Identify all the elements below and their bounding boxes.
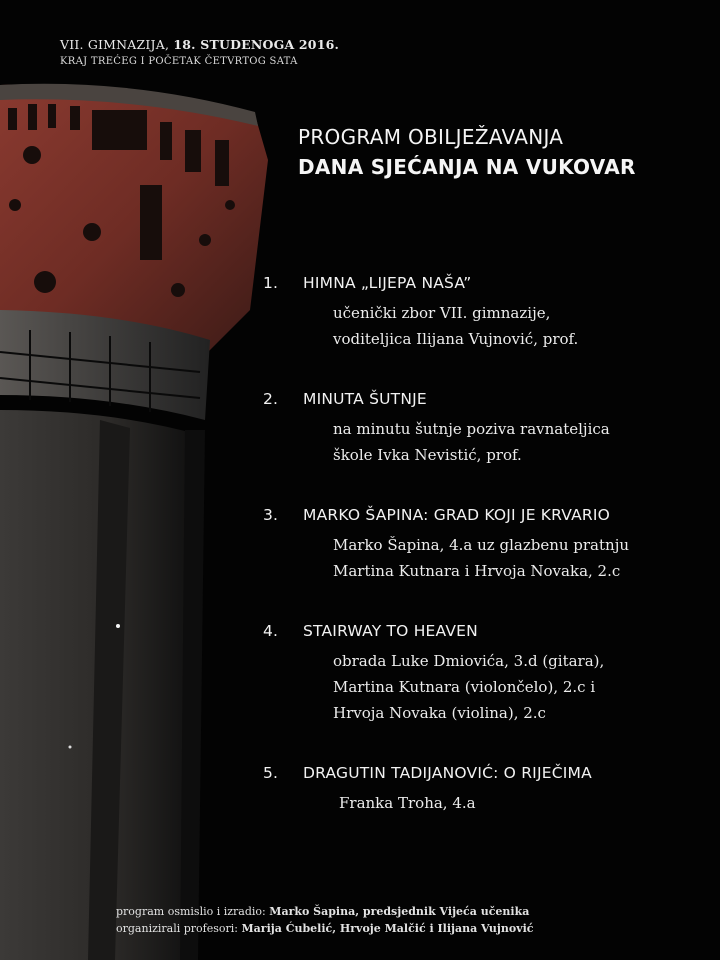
- description-line: na minutu šutnje poziva ravnateljica: [333, 420, 610, 438]
- title-line-1: PROGRAM OBILJEŽAVANJA: [298, 125, 564, 149]
- item-description: [339, 790, 713, 816]
- program-title: [298, 125, 636, 179]
- description-line: Hrvoja Novaka (violina), 2.c: [333, 704, 546, 722]
- item-title: DRAGUTIN TADIJANOVIĆ: O RIJEČIMA: [303, 764, 592, 782]
- description-line: voditeljica Ilijana Vujnović, prof.: [333, 330, 579, 348]
- credits-author-label: program osmislio i izradio:: [116, 905, 266, 918]
- item-description: [333, 532, 713, 584]
- event-time: KRAJ TREĆEG I POČETAK ČETVRTOG SATA: [60, 56, 298, 67]
- program-item-3: [263, 506, 713, 584]
- school-name: VII. GIMNAZIJA,: [60, 37, 170, 52]
- item-number: 5.: [263, 764, 279, 782]
- title-line-2: DANA SJEĆANJA NA VUKOVAR: [298, 155, 636, 179]
- program-item-5: [263, 764, 713, 816]
- item-title: STAIRWAY TO HEAVEN: [303, 622, 478, 640]
- description-line: učenički zbor VII. gimnazije,: [333, 304, 551, 322]
- item-number: 1.: [263, 274, 279, 292]
- item-title: MINUTA ŠUTNJE: [303, 390, 427, 408]
- item-number: 2.: [263, 390, 279, 408]
- event-header: [60, 37, 339, 67]
- item-title: HIMNA „LIJEPA NAŠA”: [303, 274, 472, 292]
- credits: [116, 903, 533, 937]
- credits-author: [116, 903, 533, 920]
- school-date-line: [60, 37, 339, 52]
- credits-organizers-label: organizirali profesori:: [116, 922, 238, 935]
- credits-author-value: Marko Šapina, predsjednik Vijeća učenika: [269, 905, 530, 918]
- description-line: Martina Kutnara (violončelo), 2.c i: [333, 678, 596, 696]
- description-line: obrada Luke Dmiovića, 3.d (gitara),: [333, 652, 605, 670]
- item-number: 3.: [263, 506, 279, 524]
- program-item-1: [263, 274, 713, 352]
- description-line: škole Ivka Nevistić, prof.: [333, 446, 522, 464]
- event-date: 18. STUDENOGA 2016.: [173, 37, 340, 52]
- description-line: Franka Troha, 4.a: [339, 794, 476, 812]
- program-item-2: [263, 390, 713, 468]
- item-number: 4.: [263, 622, 279, 640]
- item-description: [333, 648, 713, 726]
- description-line: Martina Kutnara i Hrvoja Novaka, 2.c: [333, 562, 621, 580]
- program-list: [263, 274, 713, 816]
- item-description: [333, 300, 713, 352]
- item-title: MARKO ŠAPINA: GRAD KOJI JE KRVARIO: [303, 506, 611, 524]
- program-item-4: [263, 622, 713, 726]
- item-description: [333, 416, 713, 468]
- water-tower-image: [0, 0, 300, 960]
- description-line: Marko Šapina, 4.a uz glazbenu pratnju: [333, 536, 630, 554]
- credits-organizers: [116, 920, 533, 937]
- credits-organizers-value: Marija Ćubelić, Hrvoje Malčić i Ilijana Vujnović: [241, 922, 534, 935]
